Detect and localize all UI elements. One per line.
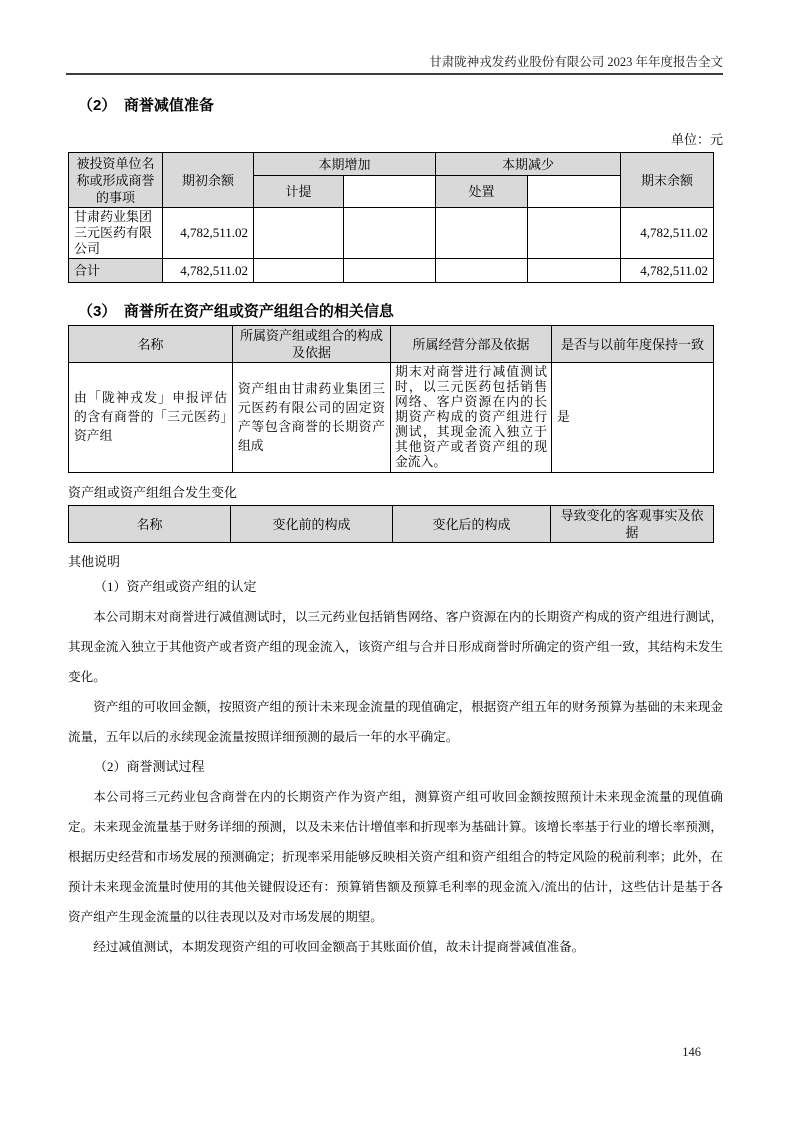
cell-asset-group-segment: 期末对商誉进行减值测试时，以三元医药包括销售网络、客户资源在内的长期资产构成的资产组进行测试，其现金流入独立于其他资产或者资产组的现金流入。 xyxy=(391,363,552,473)
cell-asset-group-name: 由「陇神戎发」申报评估的含有商誉的「三元医药」资产组 xyxy=(69,363,233,473)
page-content xyxy=(0,96,793,962)
section-heading-goodwill-provision: （2） 商誉减值准备 xyxy=(78,97,214,114)
col-header-composition: 所属资产组或组合的构成及依据 xyxy=(233,326,391,363)
cell-total-opening: 4,782,511.02 xyxy=(163,259,254,283)
cell-total-decrease-other xyxy=(528,259,621,283)
table-row xyxy=(69,208,714,259)
asset-group-info-table xyxy=(68,325,714,473)
col-header-disposal: 处置 xyxy=(436,176,528,208)
cell-total-increase-other xyxy=(344,259,436,283)
cell-total-label: 合计 xyxy=(69,259,163,283)
empty-header-cell xyxy=(344,176,436,208)
goodwill-provision-table xyxy=(68,152,714,283)
change-note: 资产组或资产组组合发生变化 xyxy=(68,485,238,500)
col-header-consistency: 是否与以前年度保持一致 xyxy=(552,326,714,363)
col-header-name: 名称 xyxy=(69,326,233,363)
cell-total-closing: 4,782,511.02 xyxy=(621,259,714,283)
col-header-before-change: 变化前的构成 xyxy=(231,506,393,543)
paragraph-goodwill-test-process: 本公司将三元药业包含商誉在内的长期资产作为资产组，测算资产组可收回金额按照预计未来现金流量的现值确定。未来现金流量基于财务详细的预测，以及未来估计增值率和折现率为基础计算。该增长率基于行业的增长率预测，根据历史经营和市场发展的预测确定；折现率采用能够反映相关资产组和资产组组合的特定风险的税前利率；此外，在预计未来现金流量时使用的其他关键假设还有：预算销售额及预算毛利率的现金流入/流出的估计，这些估计是基于各资产组产生现金流量的以往表现以及对市场发展的期望。 xyxy=(68,790,723,924)
table-total-row xyxy=(69,259,714,283)
asset-group-change-table xyxy=(68,505,714,543)
col-header-change-reason: 导致变化的客观事实及依据 xyxy=(551,506,714,543)
cell-asset-group-composition: 资产组由甘肃药业集团三元医药有限公司的固定资产等包含商誉的长期资产组成 xyxy=(233,363,391,473)
cell-opening-balance: 4,782,511.02 xyxy=(163,208,254,259)
col-header-current-increase: 本期增加 xyxy=(254,153,436,176)
cell-disposal xyxy=(436,208,528,259)
col-header-provision: 计提 xyxy=(254,176,344,208)
col-header-current-decrease: 本期减少 xyxy=(436,153,621,176)
col-header-entity: 被投资单位名称或形成商誉的事项 xyxy=(69,153,163,208)
col-header-opening-balance: 期初余额 xyxy=(163,153,254,208)
table-header-row xyxy=(69,153,714,176)
cell-entity: 甘肃药业集团三元医药有限公司 xyxy=(69,208,163,259)
cell-total-provision xyxy=(254,259,344,283)
paragraph-impairment-conclusion: 经过减值测试，本期发现资产组的可收回金额高于其账面价值，故未计提商誉减值准备。 xyxy=(93,940,585,954)
unit-label: 单位：元 xyxy=(670,132,723,147)
table-header-row xyxy=(69,506,714,543)
page-header-rule xyxy=(66,73,723,75)
other-notes-label: 其他说明 xyxy=(68,554,121,569)
cell-asset-group-consistent: 是 xyxy=(552,363,714,473)
page-header-title: 甘肃陇神戎发药业股份有限公司 2023 年年度报告全文 xyxy=(429,55,723,69)
subitem-heading-asset-group-identification: （1）资产组或资产组的认定 xyxy=(94,579,257,594)
page-number: 146 xyxy=(682,1045,701,1059)
paragraph-asset-group-identification-2: 资产组的可收回金额，按照资产组的预计未来现金流量的现值确定，根据资产组五年的财务预算为基础的未来现金流量，五年以后的永续现金流量按照详细预测的最后一年的水平确定。 xyxy=(68,700,723,744)
col-header-change-name: 名称 xyxy=(69,506,231,543)
subitem-heading-goodwill-test-process: （2）商誉测试过程 xyxy=(94,759,205,774)
table-row xyxy=(69,363,714,473)
col-header-after-change: 变化后的构成 xyxy=(393,506,551,543)
table-header-row xyxy=(69,326,714,363)
cell-increase-other xyxy=(344,208,436,259)
cell-total-disposal xyxy=(436,259,528,283)
section-heading-asset-group-info: （3） 商誉所在资产组或资产组组合的相关信息 xyxy=(78,303,394,320)
cell-decrease-other xyxy=(528,208,621,259)
col-header-segment: 所属经营分部及依据 xyxy=(391,326,552,363)
empty-header-cell xyxy=(528,176,621,208)
cell-closing-balance: 4,782,511.02 xyxy=(621,208,714,259)
paragraph-asset-group-identification-1: 本公司期末对商誉进行减值测试时，以三元药业包括销售网络、客户资源在内的长期资产构成的资产组进行测试，其现金流入独立于其他资产或者资产组的现金流入，该资产组与合并日形成商誉时所确定的资产组一致，其结构未发生变化。 xyxy=(68,610,723,684)
col-header-closing-balance: 期末余额 xyxy=(621,153,714,208)
cell-provision xyxy=(254,208,344,259)
